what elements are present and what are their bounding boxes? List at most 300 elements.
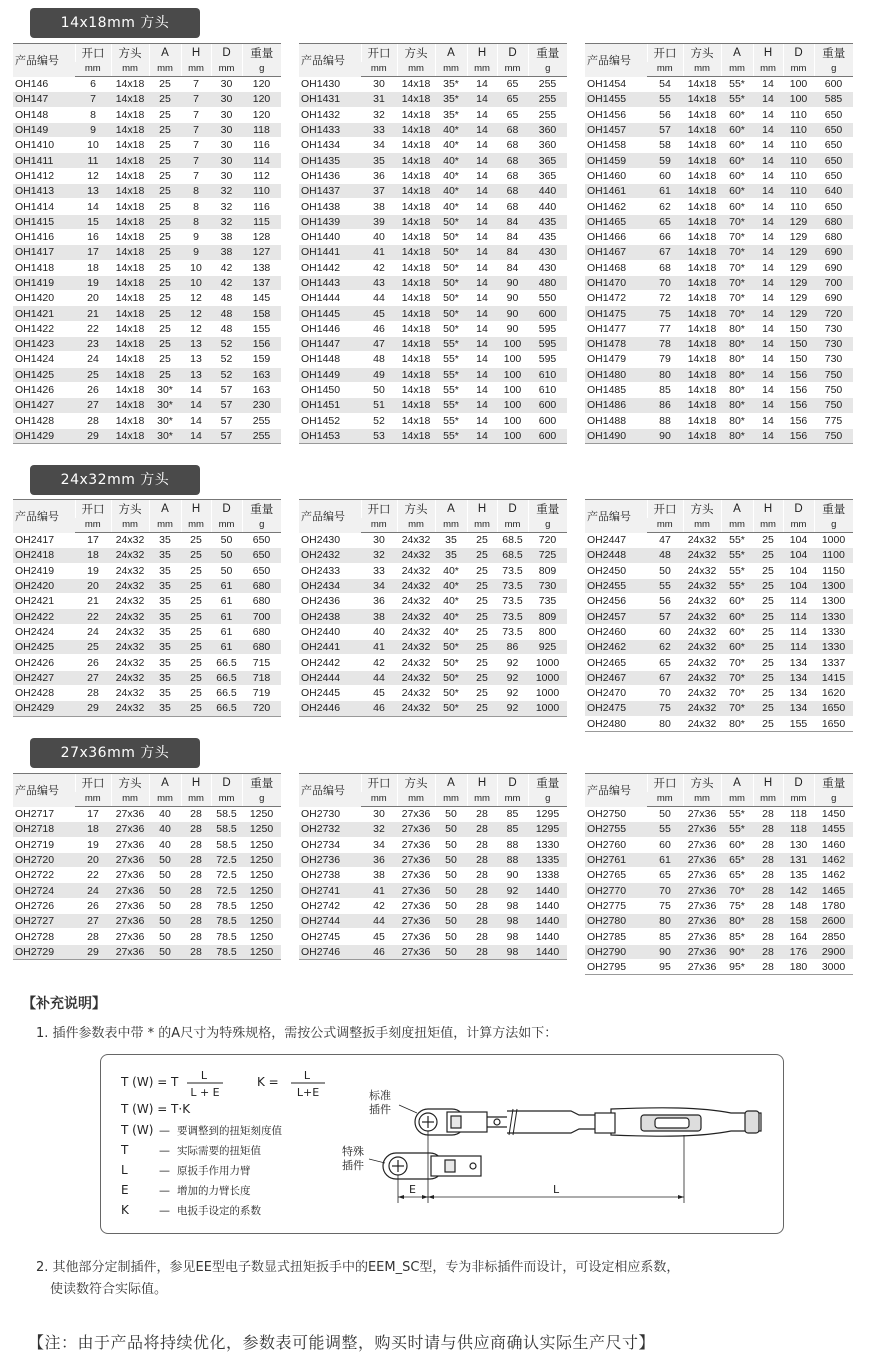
cell-square: 14x18 (397, 92, 435, 107)
cell-d: 78.5 (211, 914, 242, 929)
column-header-h: H (753, 44, 783, 62)
formula2-numerator: L (303, 1069, 311, 1082)
cell-opening: 38 (361, 868, 397, 883)
cell-d: 78.5 (211, 944, 242, 959)
cell-product-code: OH146 (13, 77, 75, 92)
column-unit-square: mm (683, 792, 721, 807)
cell-h: 9 (181, 229, 211, 244)
column-header-opening: 开口 (647, 44, 683, 62)
table-row (299, 275, 567, 290)
cell-d: 90 (497, 321, 528, 336)
cell-h: 28 (753, 944, 783, 959)
column-header-code: 产品编号 (585, 44, 647, 77)
column-unit-weight: g (528, 792, 567, 807)
cell-d: 98 (497, 929, 528, 944)
cell-h: 14 (753, 245, 783, 260)
cell-d: 68 (497, 153, 528, 168)
column-unit-square: mm (397, 518, 435, 533)
cell-opening: 39 (361, 214, 397, 229)
cell-product-code: OH1468 (585, 260, 647, 275)
cell-opening: 35 (361, 153, 397, 168)
table-row (299, 306, 567, 321)
cell-a: 50* (435, 306, 467, 321)
label-standard-insert-2: 插件 (369, 1103, 391, 1116)
table-row (299, 548, 567, 563)
column-unit-weight: g (528, 62, 567, 77)
column-unit-a: mm (721, 518, 753, 533)
cell-a: 25 (149, 321, 181, 336)
cell-h: 25 (753, 685, 783, 700)
cell-square: 14x18 (683, 184, 721, 199)
cell-square: 27x36 (683, 852, 721, 867)
table-row (13, 352, 281, 367)
table-row (13, 413, 281, 428)
cell-weight: 650 (814, 107, 853, 122)
cell-weight: 750 (814, 367, 853, 382)
cell-square: 14x18 (683, 382, 721, 397)
cell-h: 14 (467, 275, 497, 290)
cell-weight: 1250 (242, 944, 281, 959)
table-row (299, 807, 567, 822)
cell-d: 58.5 (211, 837, 242, 852)
cell-h: 28 (753, 837, 783, 852)
cell-h: 14 (753, 428, 783, 443)
table-row (585, 367, 853, 382)
cell-opening: 22 (75, 609, 111, 624)
column-unit-opening: mm (361, 62, 397, 77)
cell-d: 48 (211, 306, 242, 321)
column-header-d: D (783, 500, 814, 518)
cell-square: 14x18 (111, 321, 149, 336)
cell-h: 9 (181, 245, 211, 260)
cell-d: 150 (783, 337, 814, 352)
column-unit-opening: mm (75, 62, 111, 77)
cell-weight: 650 (242, 533, 281, 548)
cell-h: 14 (753, 352, 783, 367)
cell-weight: 750 (814, 428, 853, 443)
cell-opening: 56 (647, 107, 683, 122)
cell-d: 30 (211, 92, 242, 107)
cell-d: 110 (783, 138, 814, 153)
cell-d: 66.5 (211, 670, 242, 685)
table-row (13, 398, 281, 413)
cell-h: 14 (181, 428, 211, 443)
cell-square: 14x18 (397, 184, 435, 199)
table-row (13, 655, 281, 670)
cell-a: 55* (435, 352, 467, 367)
cell-product-code: OH2420 (13, 578, 75, 593)
cell-a: 40* (435, 578, 467, 593)
cell-product-code: OH2429 (13, 701, 75, 716)
cell-d: 92 (497, 670, 528, 685)
cell-product-code: OH2475 (585, 701, 647, 716)
cell-product-code: OH1446 (299, 321, 361, 336)
cell-product-code: OH1429 (13, 428, 75, 443)
cell-weight: 650 (814, 199, 853, 214)
cell-opening: 38 (361, 609, 397, 624)
cell-d: 30 (211, 122, 242, 137)
table-row (585, 837, 853, 852)
column-header-weight: 重量 (528, 500, 567, 518)
column-header-square: 方头 (397, 774, 435, 792)
column-unit-a: mm (721, 792, 753, 807)
cell-opening: 88 (647, 413, 683, 428)
table-row (299, 199, 567, 214)
cell-a: 35 (149, 624, 181, 639)
cell-square: 27x36 (683, 883, 721, 898)
cell-a: 65* (721, 868, 753, 883)
cell-square: 14x18 (397, 122, 435, 137)
cell-product-code: OH2744 (299, 914, 361, 929)
legend-text: 原扳手作用力臂 (177, 1165, 251, 1177)
cell-a: 65* (721, 852, 753, 867)
cell-opening: 33 (361, 563, 397, 578)
cell-product-code: OH2418 (13, 548, 75, 563)
cell-h: 25 (467, 655, 497, 670)
cell-weight: 1415 (814, 670, 853, 685)
column-unit-opening: mm (647, 792, 683, 807)
cell-product-code: OH2462 (585, 640, 647, 655)
table-row (585, 321, 853, 336)
cell-a: 80* (721, 398, 753, 413)
cell-weight: 440 (528, 199, 567, 214)
cell-h: 28 (467, 944, 497, 959)
cell-square: 14x18 (111, 199, 149, 214)
cell-square: 24x32 (111, 578, 149, 593)
column-unit-square: mm (397, 62, 435, 77)
cell-weight: 725 (528, 548, 567, 563)
table-row (13, 321, 281, 336)
table-row (13, 77, 281, 92)
cell-square: 14x18 (397, 413, 435, 428)
cell-d: 32 (211, 214, 242, 229)
cell-weight: 650 (814, 168, 853, 183)
cell-product-code: OH1418 (13, 260, 75, 275)
table-row (13, 701, 281, 716)
cell-weight: 595 (528, 352, 567, 367)
cell-d: 73.5 (497, 563, 528, 578)
column-unit-d: mm (497, 62, 528, 77)
cell-square: 14x18 (111, 138, 149, 153)
cell-a: 35 (149, 563, 181, 578)
cell-square: 14x18 (111, 122, 149, 137)
table-row (585, 807, 853, 822)
cell-weight: 1338 (528, 868, 567, 883)
column-unit-d: mm (211, 62, 242, 77)
cell-a: 35 (149, 655, 181, 670)
column-unit-opening: mm (75, 518, 111, 533)
cell-opening: 55 (647, 92, 683, 107)
table-row (299, 428, 567, 443)
cell-h: 14 (467, 245, 497, 260)
column-header-code: 产品编号 (299, 774, 361, 807)
cell-d: 84 (497, 260, 528, 275)
cell-d: 135 (783, 868, 814, 883)
cell-product-code: OH1420 (13, 291, 75, 306)
table-row (299, 184, 567, 199)
cell-weight: 365 (528, 168, 567, 183)
table-row (585, 655, 853, 670)
cell-square: 24x32 (683, 533, 721, 548)
table-row (299, 367, 567, 382)
cell-d: 104 (783, 578, 814, 593)
cell-h: 25 (181, 548, 211, 563)
column-header-d: D (211, 44, 242, 62)
column-header-square: 方头 (683, 500, 721, 518)
cell-a: 35 (149, 548, 181, 563)
cell-weight: 735 (528, 594, 567, 609)
cell-square: 24x32 (111, 563, 149, 578)
cell-opening: 41 (361, 640, 397, 655)
cell-square: 27x36 (397, 898, 435, 913)
table-row (585, 624, 853, 639)
cell-h: 14 (753, 367, 783, 382)
cell-product-code: OH1448 (299, 352, 361, 367)
cell-opening: 75 (647, 701, 683, 716)
cell-h: 14 (467, 138, 497, 153)
table-row (299, 291, 567, 306)
section-tab-27x36: 27x36mm 方头 (30, 738, 200, 768)
cell-d: 100 (497, 337, 528, 352)
cell-opening: 78 (647, 337, 683, 352)
label-special-insert-1: 特殊 (342, 1145, 364, 1158)
column-header-a: A (721, 44, 753, 62)
cell-h: 28 (467, 837, 497, 852)
table-row (13, 107, 281, 122)
cell-d: 150 (783, 321, 814, 336)
cell-weight: 1650 (814, 701, 853, 716)
column-header-a: A (721, 500, 753, 518)
cell-opening: 29 (75, 428, 111, 443)
legend-dash: — (159, 1124, 170, 1137)
cell-square: 24x32 (683, 685, 721, 700)
cell-d: 100 (783, 77, 814, 92)
cell-weight: 1335 (528, 852, 567, 867)
table-row (13, 837, 281, 852)
cell-d: 142 (783, 883, 814, 898)
column-unit-h: mm (467, 62, 497, 77)
cell-h: 14 (467, 398, 497, 413)
cell-d: 30 (211, 168, 242, 183)
cell-a: 25 (149, 138, 181, 153)
column-header-weight: 重量 (242, 44, 281, 62)
cell-square: 14x18 (683, 306, 721, 321)
table-row (299, 898, 567, 913)
cell-product-code: OH1410 (13, 138, 75, 153)
cell-a: 35 (149, 533, 181, 548)
cell-a: 90* (721, 944, 753, 959)
cell-d: 68 (497, 138, 528, 153)
cell-h: 28 (467, 852, 497, 867)
table-row (13, 822, 281, 837)
cell-weight: 435 (528, 214, 567, 229)
cell-square: 14x18 (111, 260, 149, 275)
cell-product-code: OH1452 (299, 413, 361, 428)
cell-product-code: OH1439 (299, 214, 361, 229)
cell-product-code: OH2432 (299, 548, 361, 563)
cell-weight: 1440 (528, 929, 567, 944)
cell-a: 50 (435, 883, 467, 898)
spec-table-24x32-part2 (299, 499, 567, 717)
cell-h: 7 (181, 153, 211, 168)
cell-opening: 41 (361, 245, 397, 260)
column-unit-square: mm (111, 62, 149, 77)
cell-d: 68 (497, 199, 528, 214)
cell-d: 73.5 (497, 624, 528, 639)
cell-square: 14x18 (683, 153, 721, 168)
cell-d: 114 (783, 624, 814, 639)
cell-h: 14 (467, 306, 497, 321)
cell-product-code: OH1428 (13, 413, 75, 428)
cell-product-code: OH2445 (299, 685, 361, 700)
cell-d: 32 (211, 184, 242, 199)
cell-h: 25 (753, 533, 783, 548)
cell-a: 50 (149, 944, 181, 959)
cell-opening: 68 (647, 260, 683, 275)
cell-h: 25 (753, 624, 783, 639)
cell-weight: 1330 (814, 609, 853, 624)
cell-d: 73.5 (497, 594, 528, 609)
cell-h: 28 (467, 822, 497, 837)
cell-opening: 54 (647, 77, 683, 92)
cell-d: 118 (783, 807, 814, 822)
cell-a: 40* (435, 609, 467, 624)
column-header-d: D (783, 774, 814, 792)
cell-d: 57 (211, 413, 242, 428)
cell-weight: 925 (528, 640, 567, 655)
cell-d: 84 (497, 229, 528, 244)
cell-d: 129 (783, 291, 814, 306)
note-item-1: 1. 插件参数表中带 * 的A尺寸为特殊规格，需按公式调整扳手刻度扭矩值，计算方法如下： (36, 1026, 558, 1041)
cell-product-code: OH2426 (13, 655, 75, 670)
cell-d: 88 (497, 837, 528, 852)
column-header-square: 方头 (397, 44, 435, 62)
cell-opening: 22 (75, 321, 111, 336)
cell-opening: 60 (647, 837, 683, 852)
cell-square: 27x36 (683, 837, 721, 852)
cell-weight: 1300 (814, 578, 853, 593)
table-row (299, 337, 567, 352)
cell-weight: 1250 (242, 914, 281, 929)
cell-a: 35 (149, 701, 181, 716)
cell-weight: 680 (242, 578, 281, 593)
cell-a: 80* (721, 428, 753, 443)
cell-weight: 440 (528, 184, 567, 199)
cell-opening: 19 (75, 275, 111, 290)
cell-a: 80* (721, 367, 753, 382)
cell-h: 7 (181, 138, 211, 153)
column-unit-weight: g (242, 518, 281, 533)
cell-h: 25 (467, 594, 497, 609)
cell-a: 70* (721, 214, 753, 229)
column-unit-weight: g (814, 62, 853, 77)
column-unit-weight: g (242, 792, 281, 807)
cell-a: 60* (721, 199, 753, 214)
cell-square: 24x32 (397, 609, 435, 624)
cell-a: 50 (435, 822, 467, 837)
cell-weight: 127 (242, 245, 281, 260)
column-header-code: 产品编号 (585, 774, 647, 807)
cell-h: 14 (753, 321, 783, 336)
cell-square: 14x18 (683, 352, 721, 367)
cell-opening: 70 (647, 883, 683, 898)
cell-h: 25 (753, 548, 783, 563)
column-unit-d: mm (497, 792, 528, 807)
cell-opening: 9 (75, 122, 111, 137)
column-unit-h: mm (181, 518, 211, 533)
table-row (13, 548, 281, 563)
cell-weight: 1000 (528, 670, 567, 685)
column-header-a: A (435, 44, 467, 62)
cell-square: 14x18 (397, 77, 435, 92)
cell-a: 50 (435, 898, 467, 913)
cell-a: 25 (149, 337, 181, 352)
cell-product-code: OH2736 (299, 852, 361, 867)
cell-opening: 65 (647, 655, 683, 670)
column-header-h: H (467, 500, 497, 518)
cell-weight: 720 (242, 701, 281, 716)
cell-h: 14 (753, 291, 783, 306)
cell-opening: 65 (647, 214, 683, 229)
cell-square: 27x36 (683, 868, 721, 883)
cell-square: 27x36 (683, 929, 721, 944)
table-row (585, 701, 853, 716)
cell-opening: 24 (75, 352, 111, 367)
column-unit-weight: g (814, 792, 853, 807)
cell-h: 14 (467, 107, 497, 122)
cell-h: 14 (467, 168, 497, 183)
table-row (299, 883, 567, 898)
cell-a: 25 (149, 92, 181, 107)
cell-product-code: OH2417 (13, 533, 75, 548)
cell-product-code: OH1417 (13, 245, 75, 260)
cell-h: 28 (181, 822, 211, 837)
cell-d: 30 (211, 77, 242, 92)
cell-opening: 23 (75, 337, 111, 352)
spec-table-24x32-part3 (585, 499, 853, 732)
cell-square: 14x18 (397, 428, 435, 443)
cell-a: 50 (435, 929, 467, 944)
cell-square: 24x32 (111, 533, 149, 548)
table-row (585, 959, 853, 974)
cell-h: 25 (753, 640, 783, 655)
cell-opening: 59 (647, 153, 683, 168)
cell-square: 14x18 (397, 398, 435, 413)
cell-h: 8 (181, 184, 211, 199)
cell-opening: 29 (75, 944, 111, 959)
cell-square: 14x18 (683, 138, 721, 153)
cell-opening: 46 (361, 321, 397, 336)
cell-h: 28 (753, 914, 783, 929)
cell-product-code: OH2450 (585, 563, 647, 578)
cell-product-code: OH1451 (299, 398, 361, 413)
spec-table-14x18-part1 (13, 43, 281, 444)
spec-table-14x18-part3 (585, 43, 853, 444)
cell-d: 52 (211, 352, 242, 367)
cell-square: 14x18 (397, 199, 435, 214)
cell-a: 55* (721, 807, 753, 822)
cell-square: 14x18 (111, 92, 149, 107)
cell-product-code: OH2460 (585, 624, 647, 639)
cell-h: 28 (467, 868, 497, 883)
cell-product-code: OH1480 (585, 367, 647, 382)
cell-a: 25 (149, 229, 181, 244)
cell-opening: 50 (361, 382, 397, 397)
cell-square: 14x18 (111, 382, 149, 397)
cell-a: 35 (149, 609, 181, 624)
cell-square: 14x18 (683, 77, 721, 92)
column-header-h: H (467, 44, 497, 62)
